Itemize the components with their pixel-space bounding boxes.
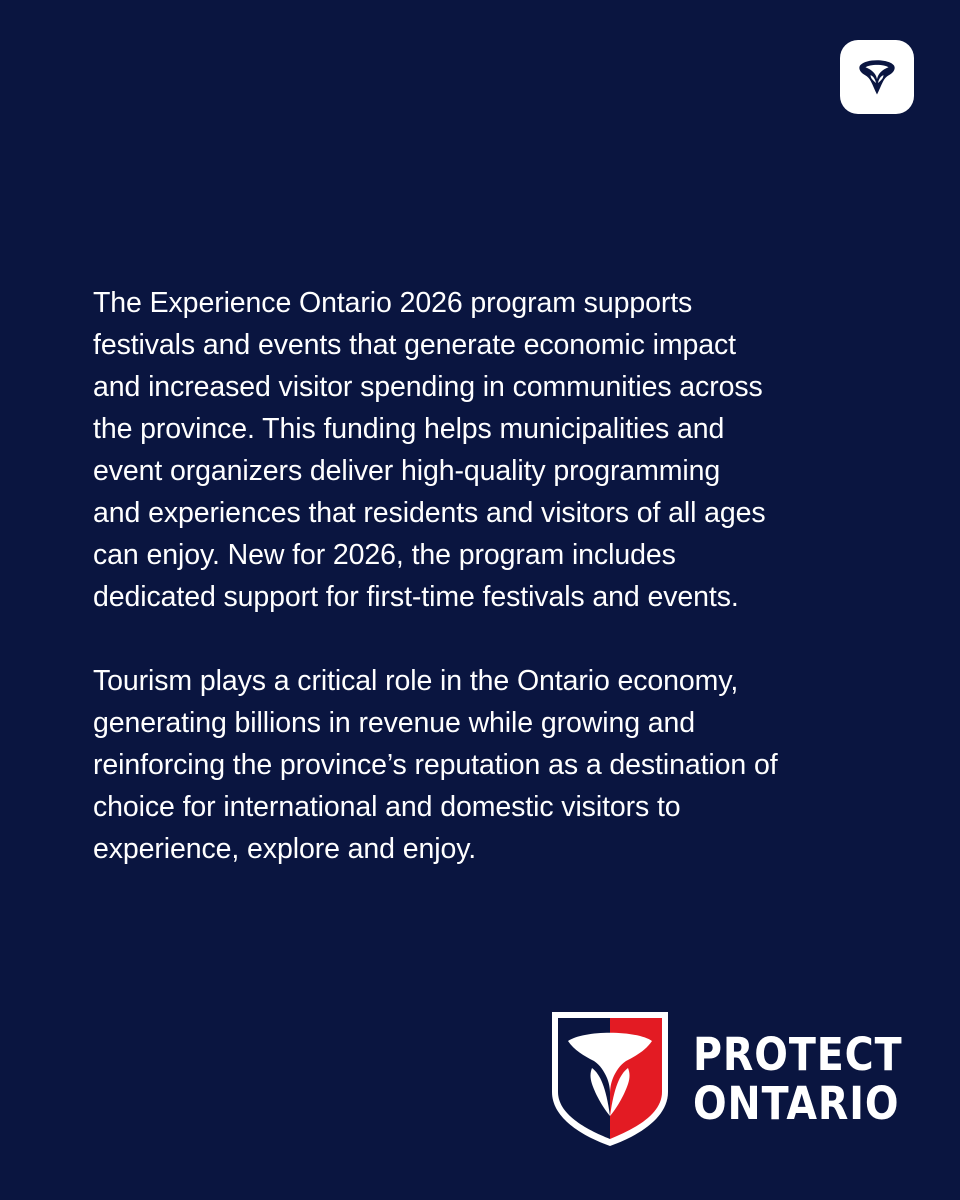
body-paragraph-2: Tourism plays a critical role in the Ontario economy, generating billions in revenue while growing and reinforcing the province’s reputation as a destination of choice for international and domestic visitors to experience, explore and enjoy. (93, 665, 778, 865)
protect-ontario-shield (550, 1010, 670, 1148)
ontario-logo (840, 40, 914, 114)
protect-ontario-shield-icon (550, 1010, 670, 1148)
wordmark-line-1: PROTECT (693, 1028, 903, 1081)
body-paragraph-1: The Experience Ontario 2026 program supports festivals and events that generate economic impact and increased visitor spending in communities across the province. This funding helps municipalities and event organizers deliver high-quality programming and experiences that residents and visitors of all ages can enjoy. New for 2026, the program includes dedicated support for first-time festivals and events. (93, 287, 766, 613)
wordmark-line-2: ONTARIO (693, 1077, 900, 1130)
ontario-trillium-icon (854, 54, 900, 100)
main-copy (93, 282, 883, 870)
protect-ontario-wordmark (693, 1030, 931, 1128)
protect-ontario-brand (550, 1010, 920, 1150)
